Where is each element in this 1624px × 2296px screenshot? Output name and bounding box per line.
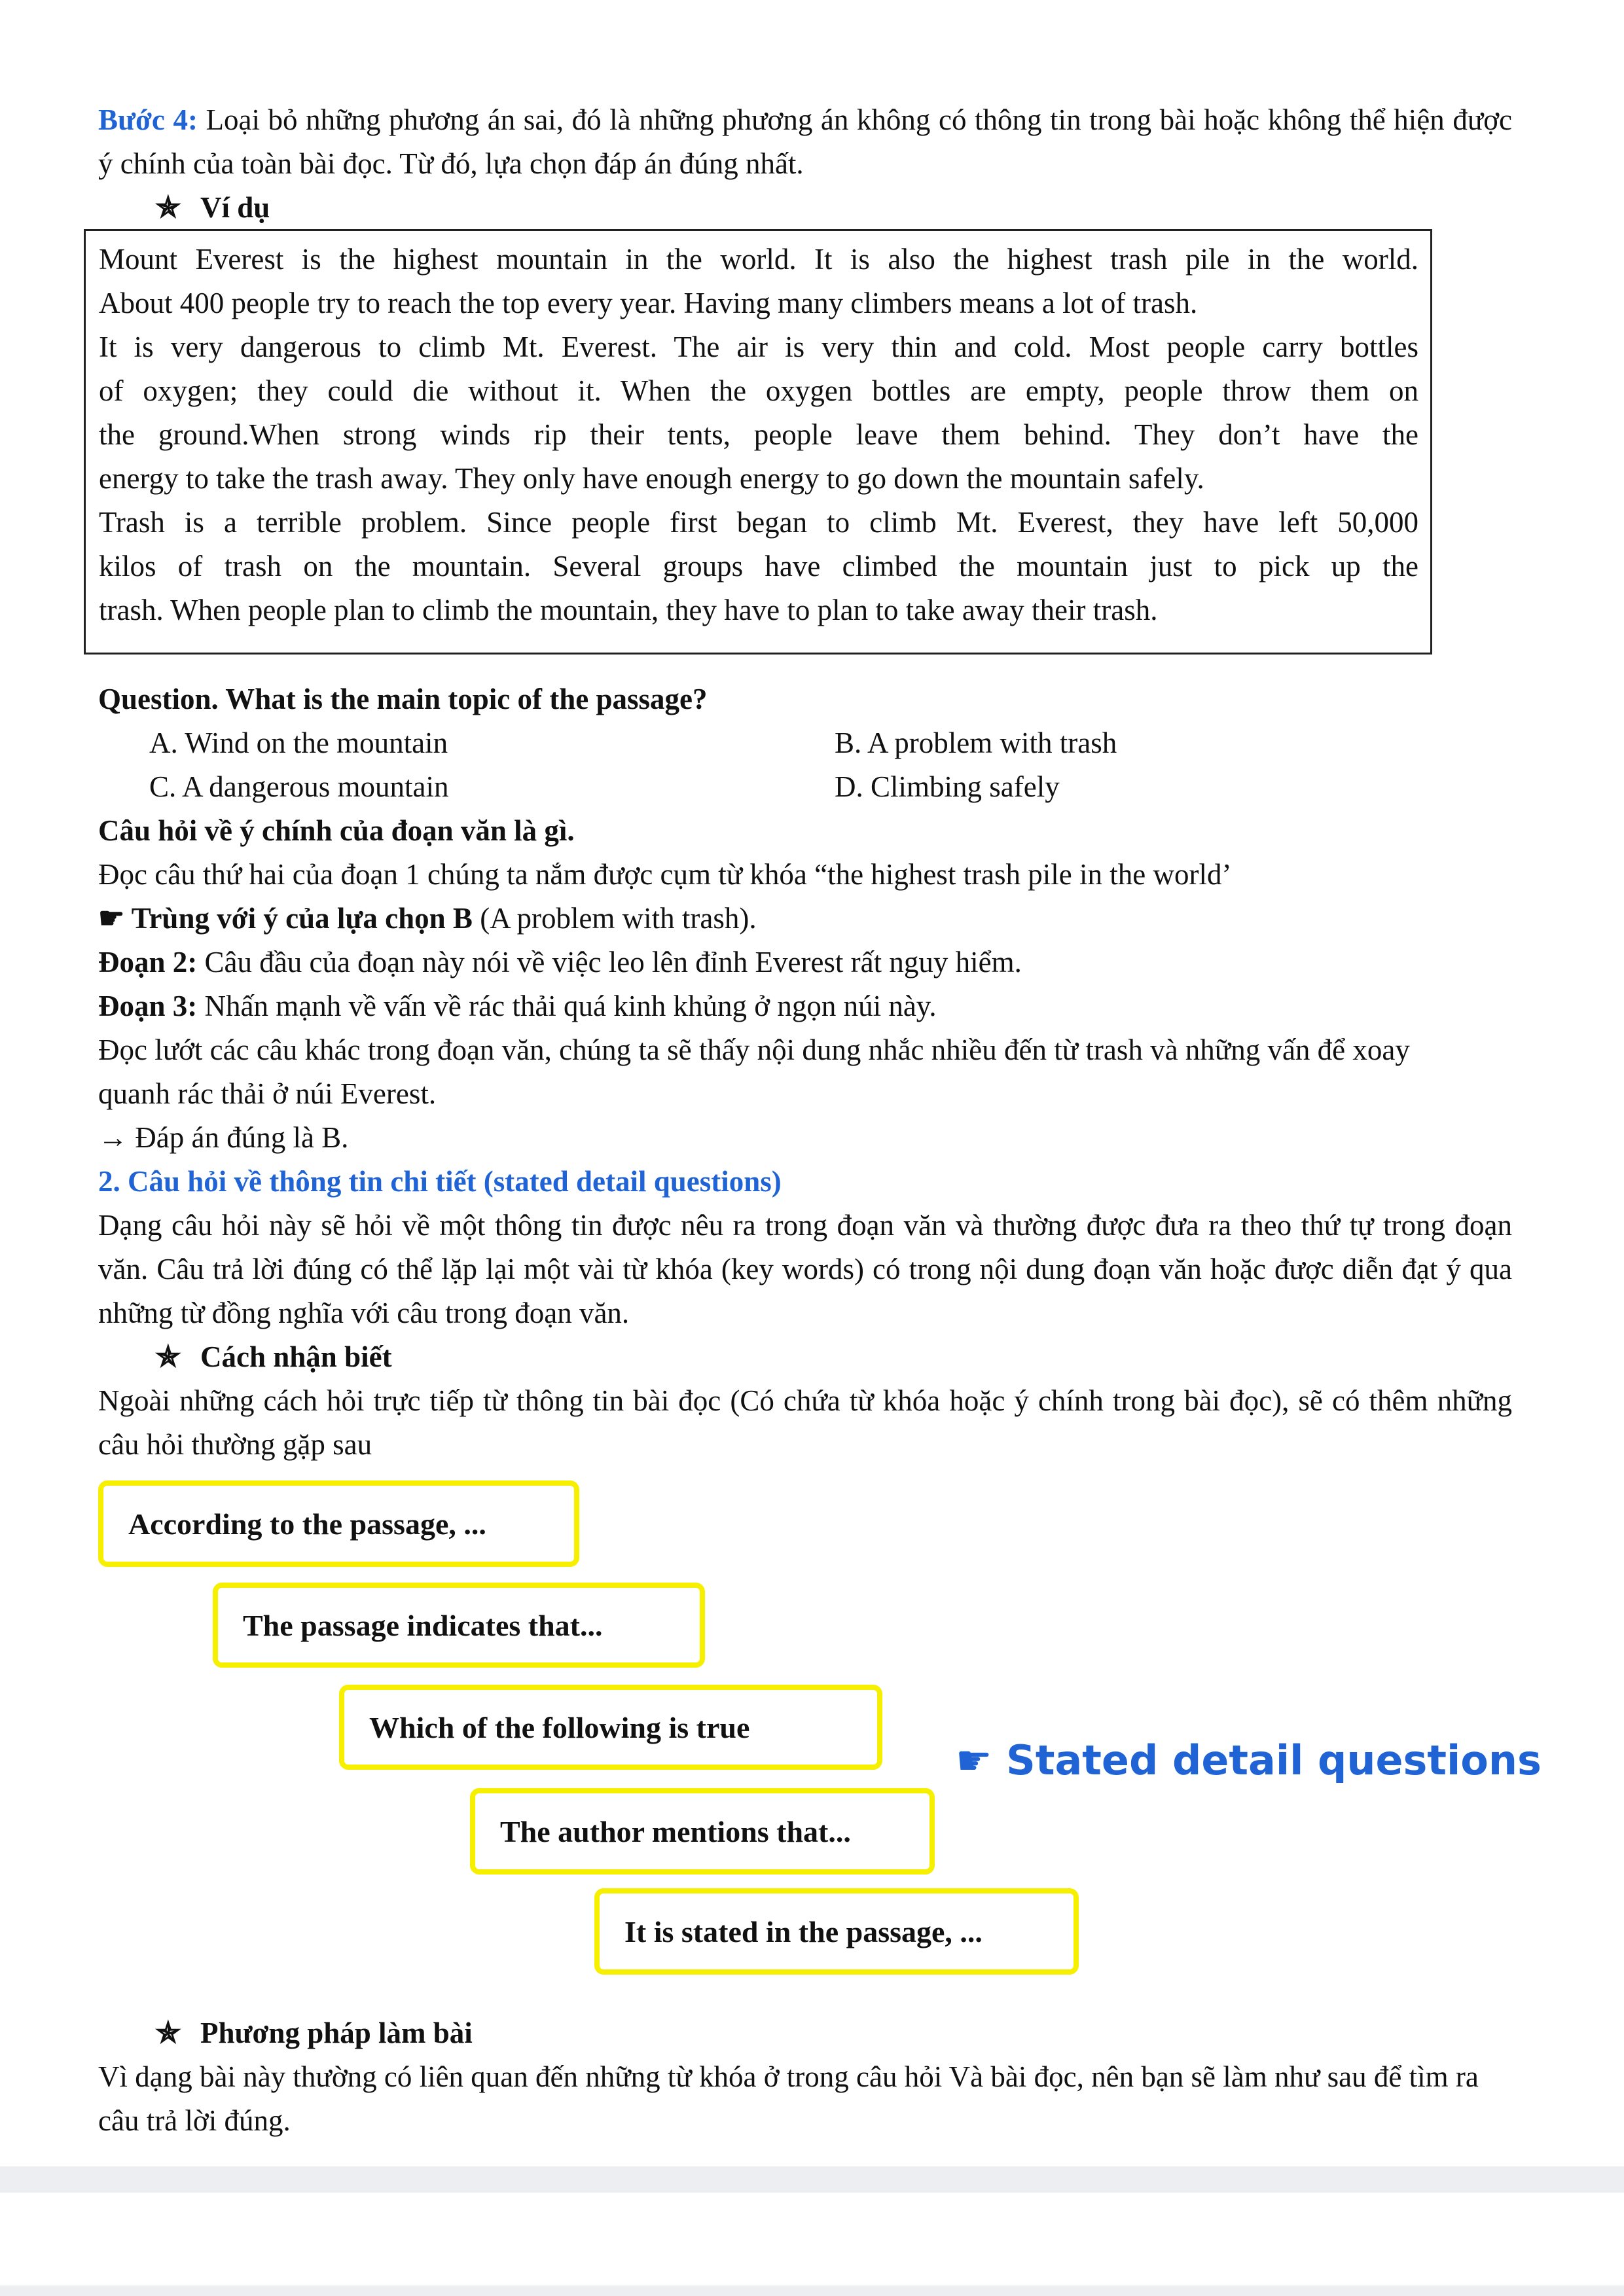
passage-line: Trash is a terrible problem. Since people first began to climb Mt. Everest, they have left 50,000 [99,506,1418,539]
phrase-text: The author mentions that... [500,1814,851,1848]
question-block [98,677,1512,721]
section2-heading: 2. Câu hỏi về thông tin chi tiết (stated detail questions) [98,1165,782,1198]
match-note: ☛ Trùng với ý của lựa chọn B [98,902,473,935]
phrase-box [594,1888,1079,1975]
question-text: Question. What is the main topic of the passage? [98,683,708,715]
phrase-box [339,1685,882,1770]
section2-intro: Dạng câu hỏi này sẽ hỏi về một thông tin được nêu ra trong đoạn văn và thường được đưa ra theo thứ tự trong đoạn văn. Câu trả lời đúng có thể lặp lại một vài từ khóa (key words) có trong nội dung đoạn văn hoặc được diễn đạt ý qua những từ đồng nghĩa với câu trong đoạn văn. [98,1209,1512,1329]
para3-text: Nhấn mạnh về vấn về rác thải quá kinh khủng ở ngọn núi này. [197,990,937,1022]
method-text: Vì dạng bài này thường có liên quan đến những từ khóa ở trong câu hỏi Và bài đọc, nên bạn sẽ làm như sau để tìm ra câu trả lời đúng. [98,2060,1479,2137]
phrase-box [98,1480,579,1567]
option-b: B. A problem with trash [835,726,1117,759]
match-note-rest: (A problem with trash). [472,902,757,935]
stated-detail-label: ☛ Stated detail questions [956,1736,1542,1784]
phrase-box [213,1583,705,1668]
passage-line: the ground.When strong winds rip their tents, people leave them behind. They don’t have the [99,418,1418,451]
step4-label: Bước 4: [98,103,198,136]
para2-text: Câu đầu của đoạn này nói về việc leo lên đỉnh Everest rất nguy hiểm. [197,946,1022,978]
page-footer-band [0,2166,1624,2193]
explanation-line1: Đọc câu thứ hai của đoạn 1 chúng ta nắm được cụm từ khóa “the highest trash pile in the world’ [98,858,1232,891]
phrase-box [470,1788,935,1874]
skim-note: Đọc lướt các câu khác trong đoạn văn, chúng ta sẽ thấy nội dung nhắc nhiều đến từ trash và những vấn để xoay quanh rác thải ở núi Everest. [98,1033,1410,1110]
method-block [98,2011,1512,2143]
star-icon: ✯ [156,191,181,224]
step4-text: Loại bỏ những phương án sai, đó là những phương án không có thông tin trong bài hoặc không thể hiện được ý chính của toàn bài đọc. Từ đó, lựa chọn đáp án đúng nhất. [98,103,1512,180]
option-d: D. Climbing safely [835,770,1060,803]
answer-line: → Đáp án đúng là B. [98,1121,349,1154]
method-heading: Phương pháp làm bài [200,2017,473,2049]
star-icon: ✯ [156,1340,181,1373]
option-c: C. A dangerous mountain [149,770,449,803]
passage-box [84,229,1432,655]
recognize-text: Ngoài những cách hỏi trực tiếp từ thông tin bài đọc (Có chứa từ khóa hoặc ý chính trong bài đọc), sẽ có thêm những câu hỏi thường gặp sau [98,1384,1512,1461]
para3-label: Đoạn 3: [98,990,198,1022]
explanation-block [98,809,1512,1467]
recognize-heading: Cách nhận biết [200,1340,392,1373]
phrase-text: Which of the following is true [369,1710,750,1744]
passage-line: About 400 people try to reach the top every year. Having many climbers means a lot of trash. [99,287,1198,319]
passage-line: of oxygen; they could die without it. When the oxygen bottles are empty, people throw them on [99,374,1418,407]
passage-line: It is very dangerous to climb Mt. Everest. The air is very thin and cold. Most people carry bottles [99,331,1418,363]
step4-paragraph [98,98,1512,230]
para2-label: Đoạn 2: [98,946,198,978]
passage-line: Mount Everest is the highest mountain in the world. It is also the highest trash pile in the world. [99,243,1418,276]
explanation-heading: Câu hỏi về ý chính của đoạn văn là gì. [98,814,575,847]
passage-line: kilos of trash on the mountain. Several groups have climbed the mountain just to pick up the [99,550,1418,583]
star-icon: ✯ [156,2017,181,2049]
phrase-text: The passage indicates that... [243,1608,603,1642]
passage-line: energy to take the trash away. They only have enough energy to go down the mountain safely. [99,462,1204,495]
example-heading: Ví dụ [200,191,270,224]
phrase-text: According to the passage, ... [128,1507,486,1541]
page-bottom-band [0,2286,1624,2296]
phrase-text: It is stated in the passage, ... [624,1914,983,1948]
option-a: A. Wind on the mountain [149,726,448,759]
passage-line: trash. When people plan to climb the mountain, they have to plan to take away their trash. [99,594,1158,626]
